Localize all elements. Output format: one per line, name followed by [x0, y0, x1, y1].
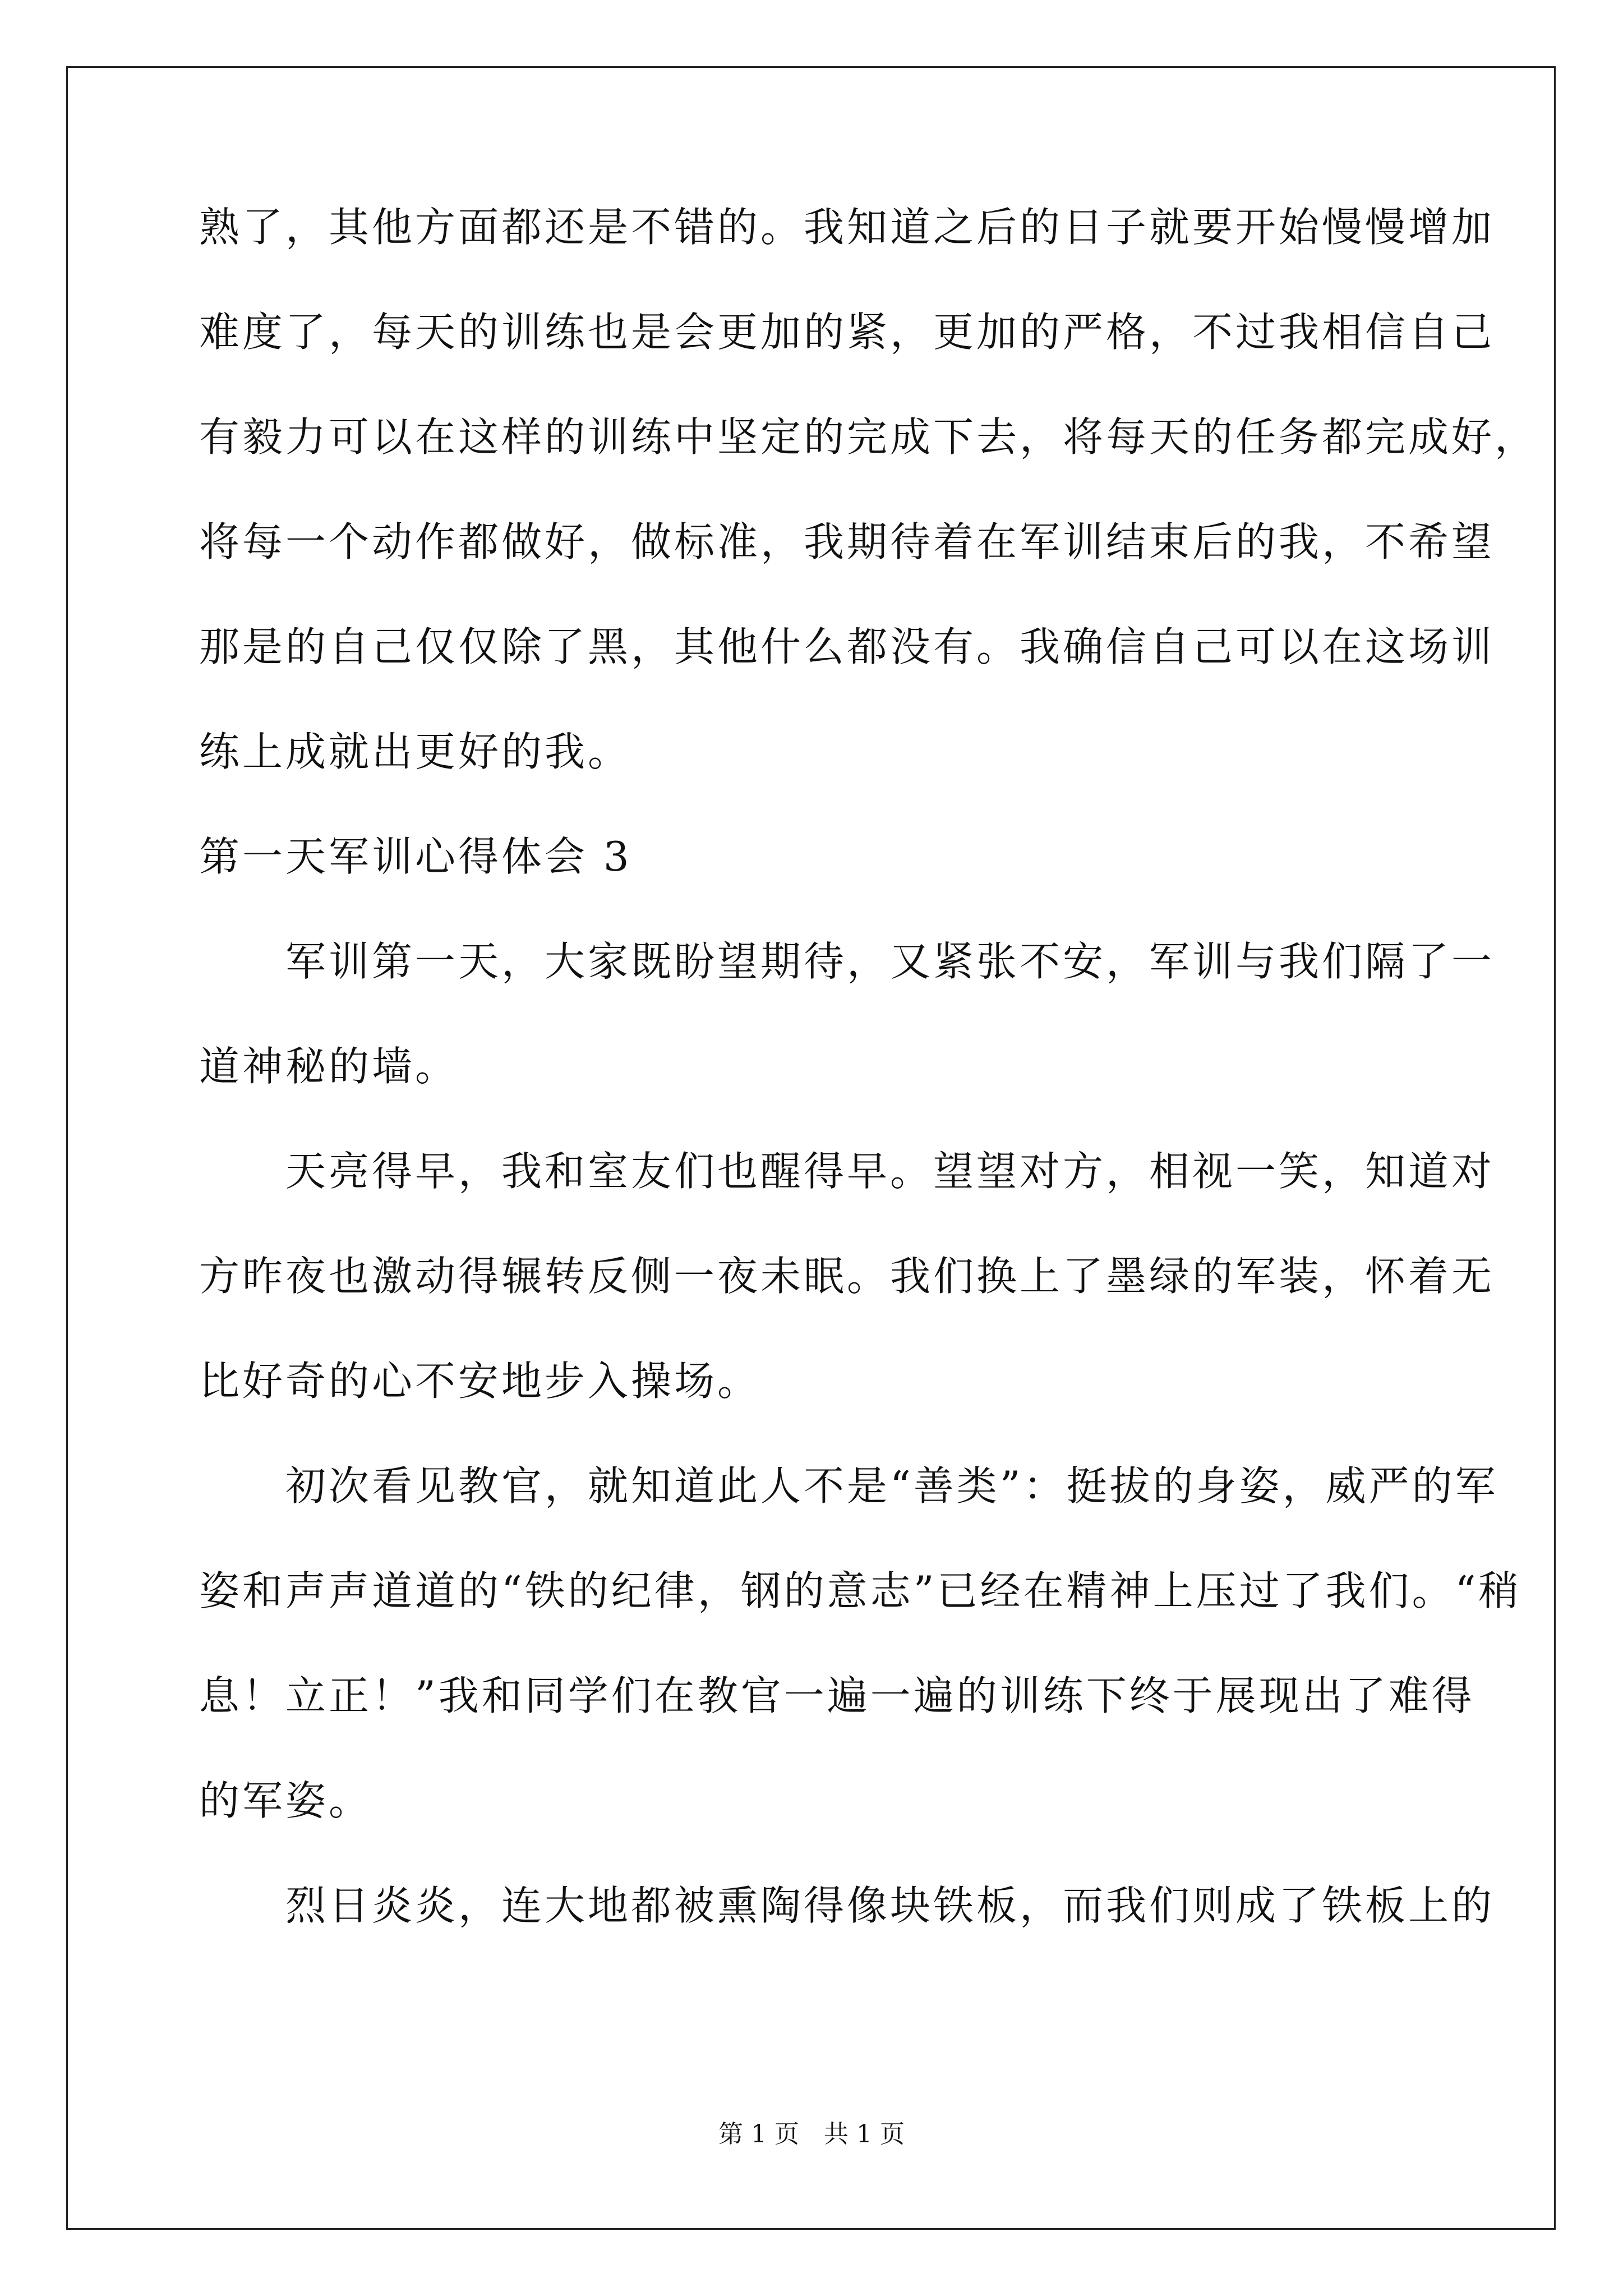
text-line: 初次看见教官，就知道此人不是“善类”：挺拔的身姿，威严的军	[199, 1462, 1498, 1510]
text-line: 难度了，每天的训练也是会更加的紧，更加的严格，不过我相信自己	[199, 309, 1495, 356]
text-line: 那是的自己仅仅除了黑，其他什么都没有。我确信自己可以在这场训	[199, 623, 1495, 670]
page-footer	[0, 2120, 1623, 2148]
page-number-total: 共 1 页	[824, 2120, 905, 2148]
document-body	[199, 202, 1538, 1931]
text-line: 熟了，其他方面都还是不错的。我知道之后的日子就要开始慢慢增加	[199, 204, 1495, 251]
text-line: 方昨夜也激动得辗转反侧一夜未眠。我们换上了墨绿的军装，怀着无	[199, 1253, 1495, 1300]
text-line: 军训第一天，大家既盼望期待，又紧张不安，军训与我们隔了一	[199, 938, 1495, 985]
text-line: 息！立正！”我和同学们在教官一遍一遍的训练下终于展现出了难得	[199, 1672, 1475, 1719]
text-line: 天亮得早，我和室友们也醒得早。望望对方，相视一笑，知道对	[199, 1148, 1495, 1195]
text-line: 姿和声声道道的“铁的纪律，钢的意志”已经在精神上压过了我们。“稍	[199, 1567, 1522, 1614]
text-line: 比好奇的心不安地步入操场。	[199, 1358, 761, 1405]
section-heading: 第一天军训心得体会 3	[199, 833, 632, 880]
page-number-current: 第 1 页	[718, 2120, 799, 2148]
text-line: 练上成就出更好的我。	[199, 728, 631, 775]
text-line: 将每一个动作都做好，做标准，我期待着在军训结束后的我，不希望	[199, 518, 1495, 565]
text-line: 有毅力可以在这样的训练中坚定的完成下去，将每天的任务都完成好，	[199, 413, 1538, 461]
text-line: 道神秘的墙。	[199, 1043, 459, 1090]
text-line: 烈日炎炎，连大地都被熏陶得像块铁板，而我们则成了铁板上的	[199, 1882, 1495, 1929]
text-line: 的军姿。	[199, 1777, 372, 1824]
